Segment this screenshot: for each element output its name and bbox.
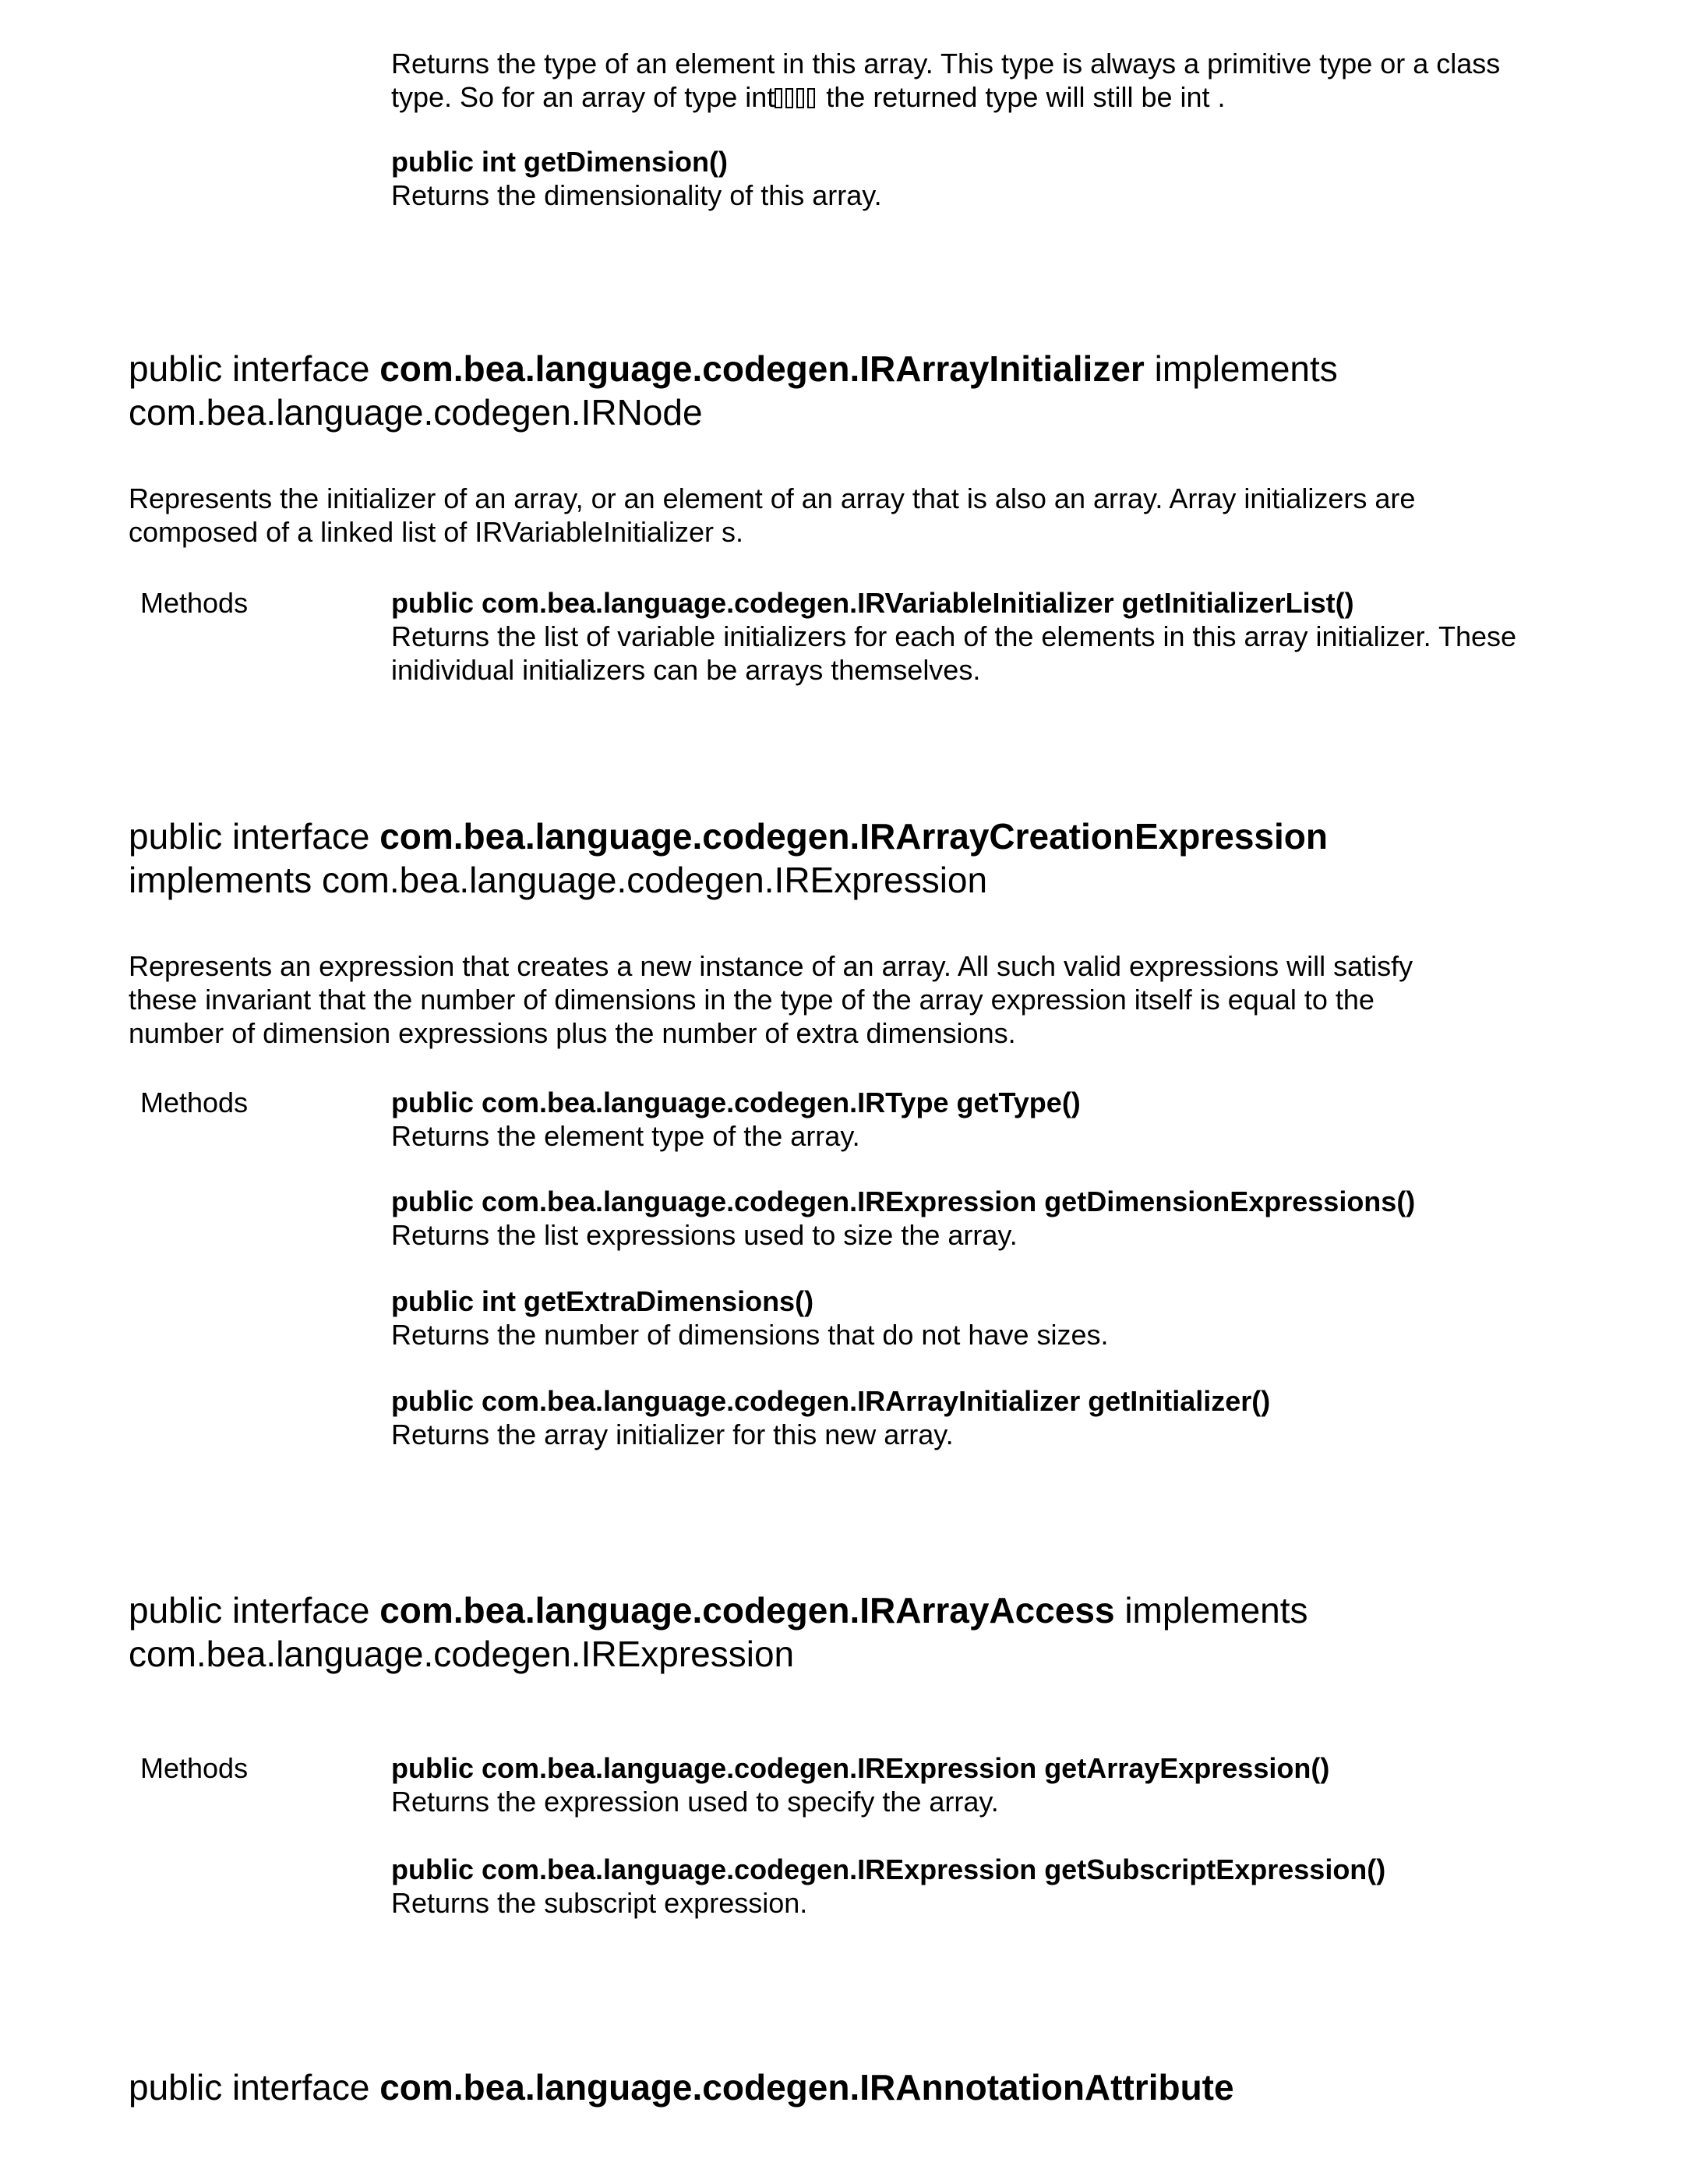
description-line: number of dimension expressions plus the number of extra dimensions. [129, 1017, 1016, 1049]
heading-prefix: public interface [129, 348, 380, 389]
heading-suffix: implements [1144, 348, 1338, 389]
interface-name: com.bea.language.codegen.IRArrayAccess [379, 1590, 1115, 1631]
method-entry [391, 586, 1607, 687]
missing-glyph-icon [775, 81, 818, 113]
description-line: Represents the initializer of an array, or an element of an array that is also an array. Array initializers are [129, 482, 1416, 514]
heading-prefix: public interface [129, 816, 380, 857]
method-description: Returns the list expressions used to size the array. [391, 1219, 1018, 1251]
method-entry [391, 1853, 1607, 1920]
heading-implements: com.bea.language.codegen.IRNode [129, 392, 703, 433]
method-description: Returns the list of variable initializers for each of the elements in this array initializer. These [391, 620, 1517, 652]
description-line: Represents an expression that creates a new instance of an array. All such valid expressions will satisfy [129, 950, 1413, 982]
method-description: inidividual initializers can be arrays themselves. [391, 654, 981, 686]
method-signature: public com.bea.language.codegen.IRExpression getSubscriptExpression() [391, 1853, 1386, 1885]
interface-heading [129, 1588, 1648, 1676]
method-entry [391, 1185, 1607, 1252]
interface-name: com.bea.language.codegen.IRAnnotationAttribute [379, 2067, 1234, 2108]
previous-method-description [391, 47, 1638, 114]
interface-heading [129, 814, 1648, 902]
description-line: Returns the type of an element in this array. This type is always a primitive type or a class [391, 48, 1501, 80]
method-signature: public com.bea.language.codegen.IRArrayInitializer getInitializer() [391, 1385, 1271, 1417]
heading-suffix: implements [1114, 1590, 1308, 1631]
method-signature: public int getExtraDimensions() [391, 1285, 814, 1317]
interface-name: com.bea.language.codegen.IRArrayInitializer [379, 348, 1145, 389]
methods-label: Methods [140, 1752, 249, 1784]
method-description: Returns the element type of the array. [391, 1120, 860, 1152]
method-signature: public com.bea.language.codegen.IRType getType() [391, 1086, 1081, 1118]
description-line: composed of a linked list of IRVariableInitializer s. [129, 516, 744, 548]
method-description: Returns the subscript expression. [391, 1887, 808, 1919]
method-description: Returns the expression used to specify the array. [391, 1786, 999, 1818]
method-description: Returns the array initializer for this new array. [391, 1419, 954, 1450]
method-entry [391, 1284, 1607, 1352]
method-signature: public com.bea.language.codegen.IRExpression getArrayExpression() [391, 1752, 1330, 1784]
heading-prefix: public interface [129, 1590, 380, 1631]
interface-heading [129, 347, 1648, 434]
interface-name: com.bea.language.codegen.IRArrayCreationExpression [379, 816, 1328, 857]
method-entry [391, 1751, 1607, 1818]
method-entry [391, 145, 882, 212]
heading-implements: com.bea.language.codegen.IRExpression [129, 1634, 795, 1674]
description-line: the returned type will still be int . [818, 81, 1226, 113]
method-description: Returns the dimensionality of this array. [391, 179, 882, 211]
method-entry [391, 1086, 1607, 1153]
heading-implements: implements com.bea.language.codegen.IRExpression [129, 860, 988, 900]
interface-heading [129, 2065, 1648, 2109]
heading-prefix: public interface [129, 2067, 380, 2108]
method-signature: public int getDimension() [391, 146, 728, 178]
interface-description [129, 482, 1648, 549]
interface-description [129, 949, 1648, 1050]
method-description: Returns the number of dimensions that do not have sizes. [391, 1319, 1109, 1351]
description-line: these invariant that the number of dimensions in the type of the array expression itself is equal to the [129, 984, 1375, 1016]
methods-label: Methods [140, 1086, 249, 1118]
method-signature: public com.bea.language.codegen.IRExpression getDimensionExpressions() [391, 1185, 1416, 1217]
method-entry [391, 1384, 1607, 1451]
methods-label: Methods [140, 587, 249, 619]
description-line: type. So for an array of type int [391, 81, 775, 113]
method-signature: public com.bea.language.codegen.IRVariableInitializer getInitializerList() [391, 587, 1354, 619]
